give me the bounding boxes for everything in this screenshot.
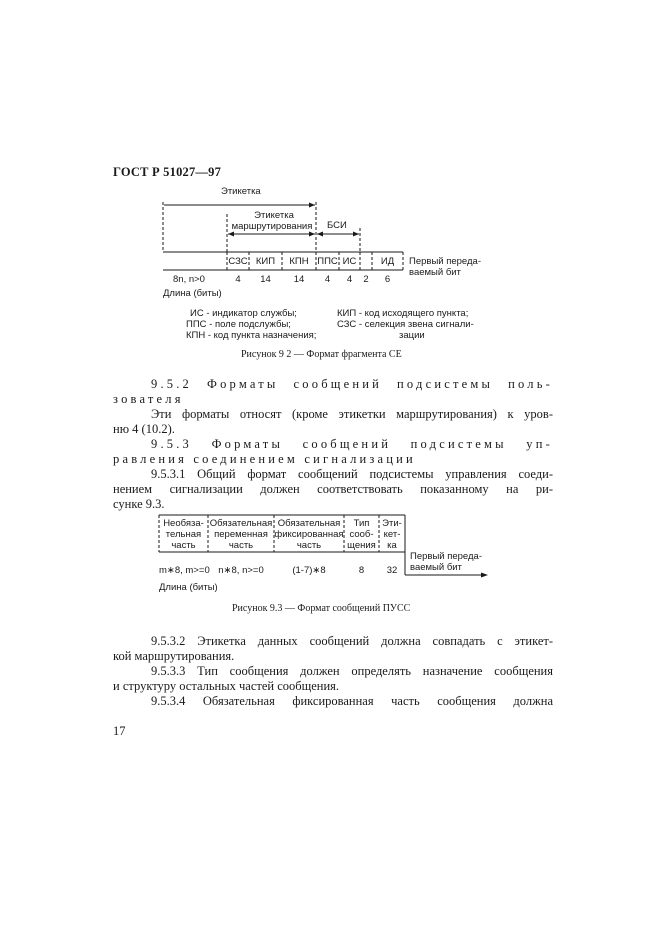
para-9-5-3-1-line3: сунке 9.3.: [113, 497, 165, 511]
field-id: ИД: [380, 256, 395, 267]
cell-mandatory-fixed-l1: Обязательная: [277, 518, 341, 529]
cell-mandatory-variable-l2: переменная: [214, 529, 268, 540]
length-units-label: Длина (биты): [163, 288, 222, 299]
para-9-5-2: Эти форматы относят (кроме этикетки маршрутирования) к уров-: [151, 407, 553, 421]
field-kpn: КПН: [289, 256, 309, 267]
field-szs: СЗС: [228, 256, 248, 267]
length-is: 4: [346, 274, 353, 285]
page-number: 17: [113, 724, 126, 738]
legend-szs-cont: зации: [399, 330, 425, 341]
cell-mandatory-variable-l1: Обязательная: [209, 518, 273, 529]
label-etiketka: Этикетка: [221, 186, 261, 197]
cell-message-type-l2: сооб-: [349, 529, 374, 540]
label-routing-line1: Этикетка: [254, 210, 294, 221]
cell-message-type-l1: Тип: [353, 518, 370, 529]
length-kpn: 14: [293, 274, 305, 285]
length-mandatory-variable: n∗8, n>=0: [218, 565, 264, 576]
figure-9-2-caption: Рисунок 9 2 — Формат фрагмента СЕ: [241, 349, 402, 360]
cell-label-l1: Эти-: [382, 518, 402, 529]
legend-kpn: КПН - код пункта назначения;: [186, 330, 317, 341]
para-9-5-3-2: 9.5.3.2 Этикетка данных сообщений должна совпадать с этикет-: [151, 634, 553, 648]
para-9-5-3-3-cont: и структуру остальных частей сообщения.: [113, 679, 340, 693]
heading-9-5-2-cont: зователя: [113, 392, 184, 406]
cell-label-l3: ка: [387, 540, 397, 551]
field-is: ИС: [342, 256, 357, 267]
length-message-type: 8: [358, 565, 365, 576]
cell-mandatory-fixed-l2: фиксированная: [274, 529, 344, 540]
para-9-5-2-cont: ню 4 (10.2).: [113, 422, 175, 436]
first-bit-line1: Первый переда-: [409, 256, 481, 267]
cell-label-l2: кет-: [383, 529, 401, 540]
label-routing-line2: маршрутирования: [231, 221, 313, 232]
cell-optional-l1: Необяза-: [163, 518, 204, 529]
para-9-5-3-3: 9.5.3.3 Тип сообщения должен определять назначение сообщения: [151, 664, 553, 678]
legend-is: ИС - индикатор службы;: [190, 308, 297, 319]
heading-9-5-2: 9.5.2 Форматы сообщений подсистемы поль-: [151, 377, 553, 391]
text-block-2: [113, 634, 553, 709]
cell-mandatory-fixed-l3: часть: [296, 540, 322, 551]
length-label: 32: [386, 565, 398, 576]
legend-pps: ППС - поле подслужбы;: [186, 319, 291, 330]
document-header: ГОСТ Р 51027—97: [113, 165, 222, 179]
para-9-5-3-2-cont: кой маршрутирования.: [113, 649, 235, 663]
para-9-5-3-4: 9.5.3.4 Обязательная фиксированная часть сообщения должна: [151, 694, 553, 708]
length-mandatory-fixed: (1-7)∗8: [292, 565, 326, 576]
first-bit-9-3-line2: ваемый бит: [410, 562, 462, 573]
figure-9-3-caption: Рисунок 9.3 — Формат сообщений ПУСС: [232, 603, 411, 614]
legend-kip: КИП - код исходящего пункта;: [337, 308, 469, 319]
field-kip: КИП: [255, 256, 276, 267]
length-kip: 14: [260, 274, 271, 285]
field-pps: ППС: [317, 256, 338, 267]
cell-message-type-l3: щения: [347, 540, 376, 551]
length-id: 6: [384, 274, 391, 285]
first-bit-line2: ваемый бит: [409, 267, 461, 278]
cell-mandatory-variable-l3: часть: [228, 540, 254, 551]
length-units-label-9-3: Длина (биты): [159, 582, 218, 593]
length-reserved: 2: [363, 274, 369, 285]
cell-optional-l2: тельная: [165, 529, 202, 540]
para-9-5-3-1-line2: нением сигнализации должен соответствовать показанному на ри-: [113, 482, 553, 496]
length-pps: 4: [324, 274, 331, 285]
legend-szs: СЗС - селекция звена сигнали-: [337, 319, 474, 330]
heading-9-5-3: 9.5.3 Форматы сообщений подсистемы уп-: [151, 437, 553, 451]
first-bit-9-3-line1: Первый переда-: [410, 551, 482, 562]
label-bsi: БСИ: [327, 220, 347, 231]
cell-optional-l3: часть: [171, 540, 196, 551]
length-sif: 8n, n>0: [173, 274, 205, 285]
para-9-5-3-1: 9.5.3.1 Общий формат сообщений подсистемы управления соеди-: [151, 467, 553, 481]
length-szs: 4: [235, 274, 241, 285]
length-optional: m∗8, m>=0: [159, 565, 210, 576]
heading-9-5-3-cont: равления соединением сигнализации: [113, 452, 416, 466]
